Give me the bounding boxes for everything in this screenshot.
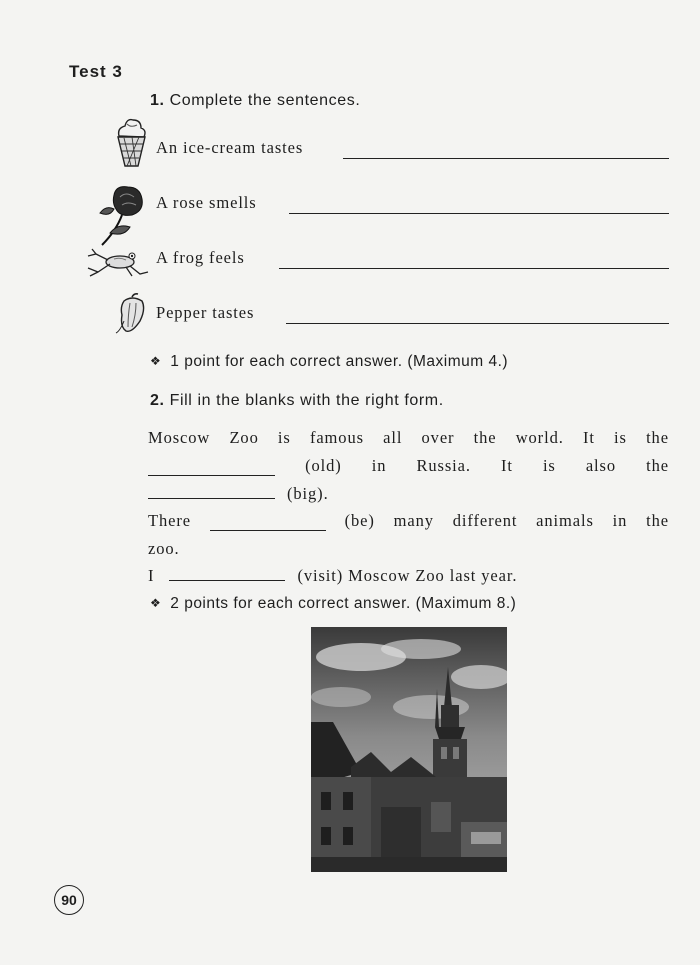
task-1-instruction: Complete the sentences. <box>169 92 361 109</box>
word: the <box>473 428 497 447</box>
moscow-zoo-photo <box>311 627 507 872</box>
word: many <box>393 511 434 530</box>
word: famous <box>309 428 364 447</box>
answer-line-rose[interactable] <box>289 213 669 214</box>
word: There <box>148 511 191 530</box>
task-2-heading <box>150 392 444 410</box>
sentence-rose: A rose smells <box>156 193 257 212</box>
word: (be) <box>344 511 375 530</box>
word: world. <box>515 428 564 447</box>
word: is <box>542 456 556 475</box>
word: the <box>646 511 669 530</box>
task-2-scoring-text: 2 points for each correct answer. (Maximum 8.) <box>170 595 517 612</box>
sentence-row-ice-cream <box>0 128 700 178</box>
answer-line-pepper[interactable] <box>286 323 669 324</box>
sentence-frog: A frog feels <box>156 248 245 267</box>
task-1-heading <box>150 92 360 110</box>
task-2-number: 2. <box>150 392 165 409</box>
word: the <box>646 456 669 475</box>
word: the <box>646 428 669 447</box>
test-title: Test 3 <box>69 62 123 81</box>
word: over <box>421 428 455 447</box>
word: animals <box>536 511 594 530</box>
answer-blank-big[interactable] <box>148 497 275 499</box>
task-1-number: 1. <box>150 92 165 109</box>
word: all <box>383 428 403 447</box>
sentence-rest: (visit) Moscow Zoo last year. <box>297 566 518 585</box>
sentence-pepper: Pepper tastes <box>156 303 255 322</box>
task-1-scoring-text: 1 point for each correct answer. (Maximum 4.) <box>170 353 509 370</box>
paragraph-1-line-3 <box>148 484 329 504</box>
sentence-row-frog <box>0 238 700 288</box>
sentence-row-rose <box>0 183 700 233</box>
answer-blank-visit[interactable] <box>169 579 285 581</box>
answer-blank-old[interactable] <box>148 474 275 476</box>
task-2-scoring <box>150 595 516 613</box>
diamond-bullet-icon: ❖ <box>150 596 162 610</box>
word: is <box>277 428 291 447</box>
paragraph-3 <box>148 566 517 586</box>
word: also <box>585 456 617 475</box>
word: different <box>452 511 518 530</box>
word: in <box>371 456 387 475</box>
word: It <box>500 456 513 475</box>
answer-blank-be[interactable] <box>210 529 326 531</box>
word: Zoo <box>229 428 259 447</box>
word: in <box>612 511 628 530</box>
word: (old) <box>305 456 342 475</box>
ice-cream-icon <box>111 116 151 172</box>
answer-line-frog[interactable] <box>279 268 669 269</box>
frog-icon <box>86 246 152 280</box>
task-2-instruction: Fill in the blanks with the right form. <box>169 392 444 409</box>
word: is <box>614 428 627 447</box>
page-number: 90 <box>54 885 84 915</box>
pepper-icon <box>112 291 152 337</box>
paragraph-1-line-1 <box>148 428 669 448</box>
paragraph-1-line-2 <box>148 456 669 476</box>
word: I <box>148 566 155 585</box>
sentence-ice-cream: An ice-cream tastes <box>156 138 304 157</box>
paragraph-2-line-2: zoo. <box>148 539 180 558</box>
sentence-row-pepper <box>0 293 700 343</box>
word: Russia. <box>416 456 471 475</box>
diamond-bullet-icon: ❖ <box>150 354 162 368</box>
answer-line-ice-cream[interactable] <box>343 158 669 159</box>
word: It <box>582 428 595 447</box>
paragraph-2-line-1 <box>148 511 669 531</box>
word: (big). <box>287 484 329 503</box>
task-1-scoring <box>150 353 508 371</box>
word: Moscow <box>148 428 211 447</box>
